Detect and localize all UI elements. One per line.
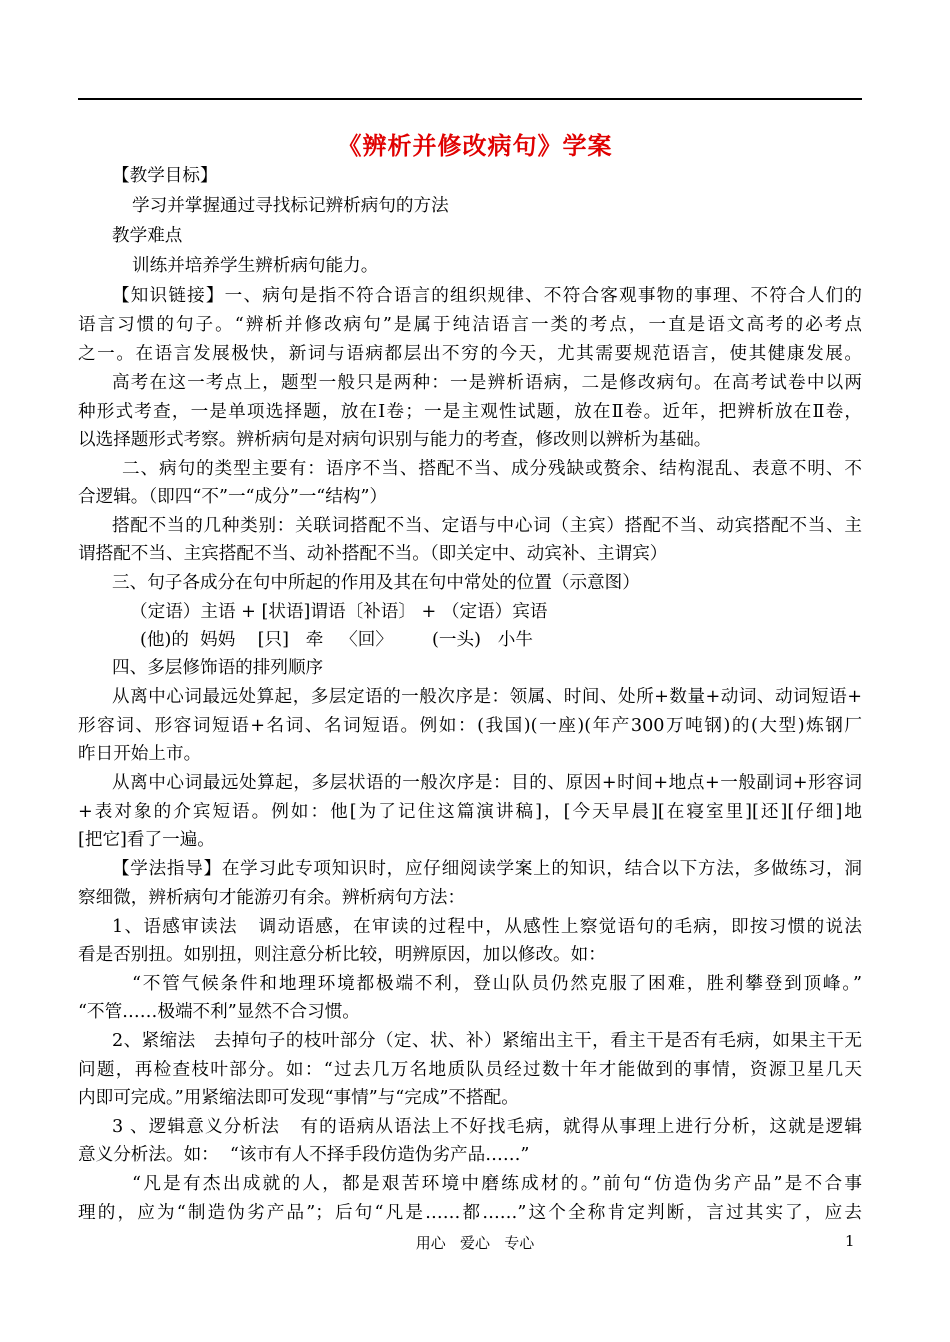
text-line: +表对象的介宾短语。例如：他[为了记住这篇演讲稿]，[今天早晨][在寝室里][还][仔细]地 <box>78 802 862 822</box>
text-line: [把它]看了一遍。 <box>78 830 215 850</box>
text-line: 语言习惯的句子。“辨析并修改病句”是属于纯洁语言一类的考点，一直是语文高考的必考点 <box>78 315 862 335</box>
text-line: 理的，应为“制造伪劣产品”；后句“凡是……都……”这个全称肯定判断，言过其实了，应去 <box>78 1203 862 1223</box>
text-line: 合逻辑。（即四“不”一“成分”一“结构”） <box>78 487 388 507</box>
header-rule <box>78 98 862 100</box>
text-line: “不管气候条件和地理环境都极端不利，登山队员仍然克服了困难，胜利攀登到顶峰。” <box>132 974 862 994</box>
text-line: 【教学目标】 <box>112 166 218 186</box>
text-line: 看是否别扭。如别扭，则注意分析比较，明辨原因，加以修改。如： <box>78 945 606 965</box>
text-line: 从离中心词最远处算起，多层状语的一般次序是：目的、原因+时间+地点+一般副词+形容词 <box>112 773 862 793</box>
page-number: 1 <box>845 1232 855 1250</box>
text-line: 二、病句的类型主要有：语序不当、搭配不当、成分残缺或赘余、结构混乱、表意不明、不 <box>122 459 862 479</box>
text-line: “不管……极端不利”显然不合习惯。 <box>78 1002 360 1022</box>
text-line: 内即可完成。”用紧缩法即可发现“事情”与“完成”不搭配。 <box>78 1088 519 1108</box>
text-line: 形容词、形容词短语+名词、名词短语。例如：(我国)(一座)(年产300万吨钢)的(大型)炼钢厂 <box>78 716 862 736</box>
page-title: 《辨析并修改病句》学案 <box>337 131 613 160</box>
text-line: 训练并培养学生辨析病句能力。 <box>132 256 379 276</box>
text-line: 从离中心词最远处算起，多层定语的一般次序是：领属、时间、处所+数量+动词、动词短语+ <box>112 687 862 707</box>
text-line: 意义分析法。如： “该市有人不择手段仿造伪劣产品……” <box>78 1145 530 1165</box>
text-line: 谓搭配不当、主宾搭配不当、动补搭配不当。（即关定中、动宾补、主谓宾） <box>78 544 668 564</box>
text-line: (他)的 妈妈 [只] 牵 〈回〉 (一头) 小牛 <box>140 630 533 650</box>
text-line: 1、语感审读法 调动语感，在审读的过程中，从感性上察觉语句的毛病，即按习惯的说法 <box>112 917 862 937</box>
text-line: 3 、逻辑意义分析法 有的语病从语法上不好找毛病，就得从事理上进行分析，这就是逻辑 <box>112 1117 862 1137</box>
text-line: 问题，再检查枝叶部分。如：“过去几万名地质队员经过数十年才能做到的事情，资源卫星几天 <box>78 1060 862 1080</box>
text-line: 【学法指导】在学习此专项知识时，应仔细阅读学案上的知识，结合以下方法，多做练习，洞 <box>112 859 862 879</box>
page-footer: 用心 爱心 专心 <box>415 1234 535 1252</box>
text-line: （定语）主语 + [状语]谓语〔补语〕 + （定语）宾语 <box>130 602 548 622</box>
text-line: 昨日开始上市。 <box>78 744 202 764</box>
text-line: 种形式考查，一是单项选择题，放在Ⅰ卷；一是主观性试题，放在Ⅱ卷。近年，把辨析放在Ⅱ卷， <box>78 402 862 422</box>
text-line: 察细微，辨析病句才能游刃有余。辨析病句方法： <box>78 888 466 908</box>
text-line: 四、多层修饰语的排列顺序 <box>112 658 324 678</box>
text-line: 以选择题形式考察。辨析病句是对病句识别与能力的考查，修改则以辨析为基础。 <box>78 430 712 450</box>
text-line: 2、紧缩法 去掉句子的枝叶部分（定、状、补）紧缩出主干，看主干是否有毛病，如果主干无 <box>112 1031 862 1051</box>
text-line: “凡是有杰出成就的人，都是艰苦环境中磨练成材的。”前句“仿造伪劣产品”是不合事 <box>132 1174 862 1194</box>
text-line: 搭配不当的几种类别：关联词搭配不当、定语与中心词（主宾）搭配不当、动宾搭配不当、主 <box>112 516 862 536</box>
text-line: 高考在这一考点上，题型一般只是两种：一是辨析语病，二是修改病句。在高考试卷中以两 <box>112 373 862 393</box>
text-line: 学习并掌握通过寻找标记辨析病句的方法 <box>132 196 449 216</box>
text-line: 之一。在语言发展极快，新词与语病都层出不穷的今天，尤其需要规范语言，使其健康发展。 <box>78 344 862 364</box>
text-line: 三、句子各成分在句中所起的作用及其在句中常处的位置（示意图） <box>112 573 640 593</box>
text-line: 教学难点 <box>112 226 183 246</box>
text-line: 【知识链接】一、病句是指不符合语言的组织规律、不符合客观事物的事理、不符合人们的 <box>112 286 862 306</box>
